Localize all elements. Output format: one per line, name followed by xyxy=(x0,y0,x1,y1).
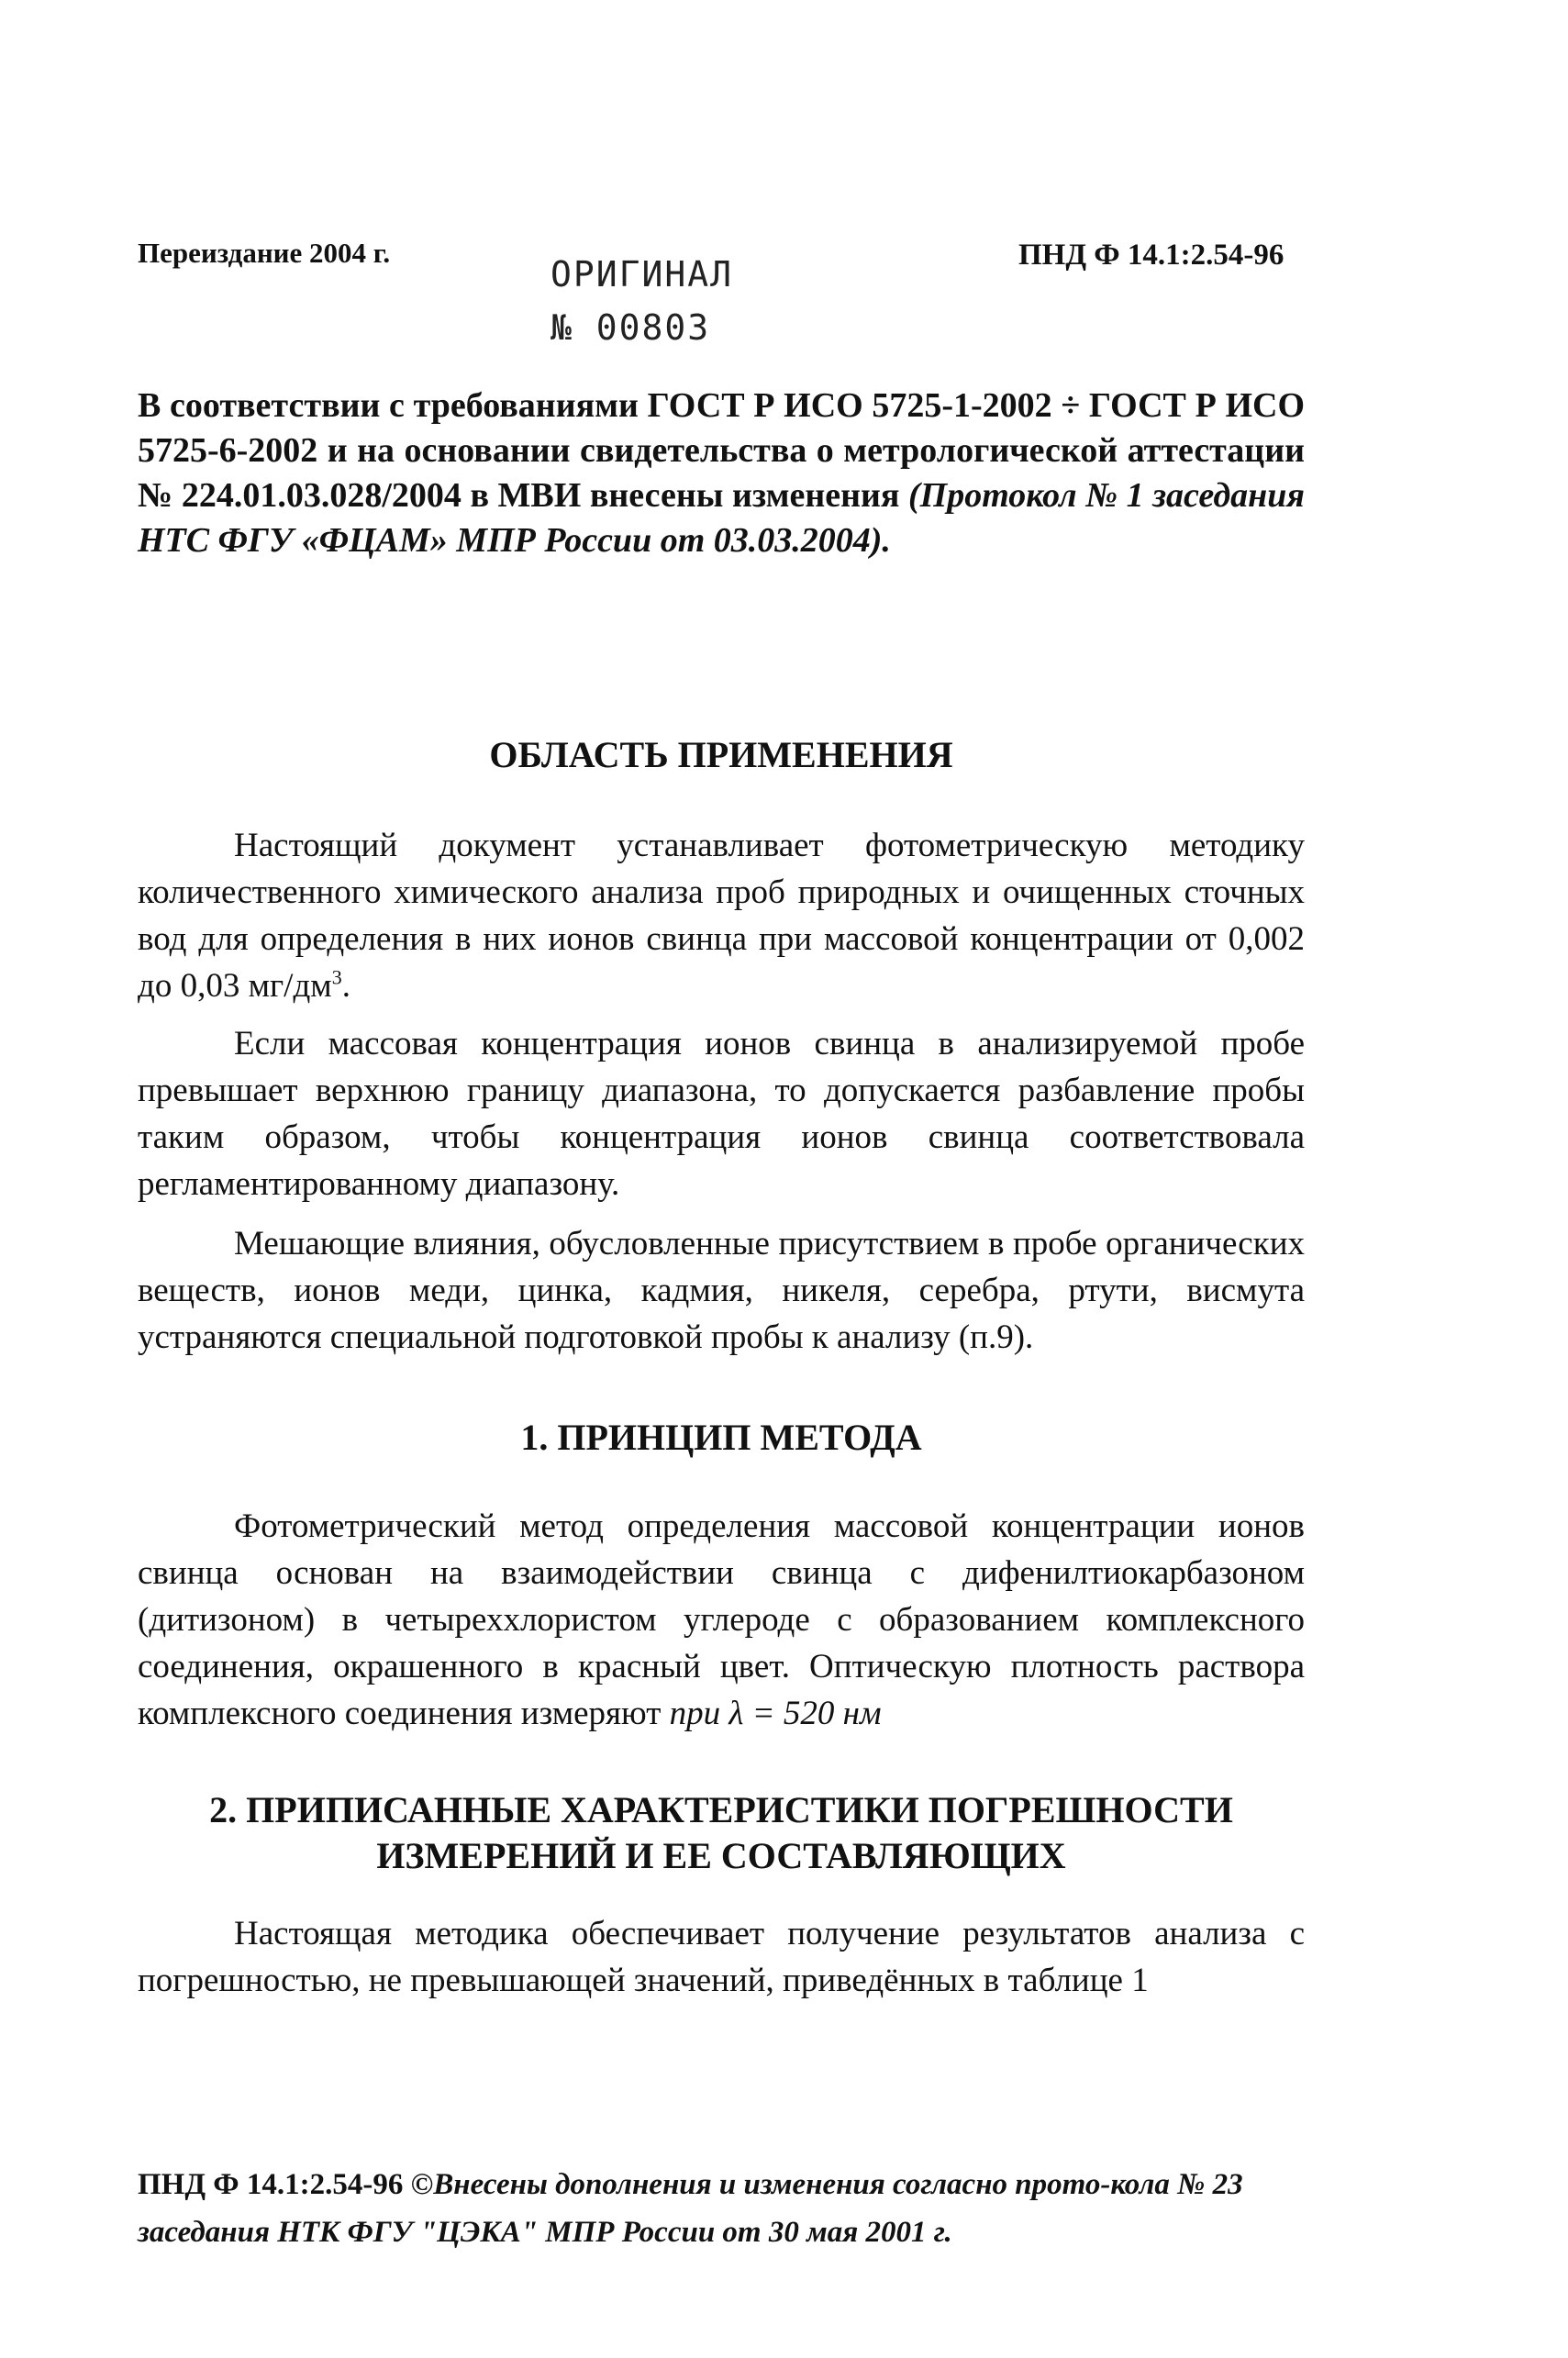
section-1-wavelength: при λ = 520 нм xyxy=(669,1695,882,1732)
scope-paragraph-2: Если массовая концентрация ионов свинца в анализируемой пробе превышает верхнюю границу диапазона, то допускается разбавление пробы таким образом, чтобы концентрация ионов свинца соответствовала регламентированному диапазону. xyxy=(138,1025,1305,1203)
stamp-number: № 00803 xyxy=(550,307,711,348)
section-1-paragraph xyxy=(138,1503,1305,1737)
scope-paragraph-1 xyxy=(138,822,1305,1009)
footer-doc-code: ПНД Ф 14.1:2.54-96 xyxy=(138,2168,411,2201)
scope-p1-superscript: 3 xyxy=(331,965,342,989)
original-stamp xyxy=(550,248,733,354)
reissue-label: Переиздание 2004 г. xyxy=(138,237,391,269)
footer-note xyxy=(138,2161,1305,2256)
stamp-title: ОРИГИНАЛ xyxy=(550,254,734,295)
document-code: ПНД Ф 14.1:2.54-96 xyxy=(1018,239,1284,272)
notice-protocol: (Протокол № 1 заседания НТС ФГУ «ФЦАМ» МПР России от 03.03.2004). xyxy=(138,476,1305,560)
scope-p1-end: . xyxy=(341,967,350,1005)
scope-paragraph-3: Мешающие влияния, обусловленные присутствием в пробе органических веществ, ионов меди, цинка, кадмия, никеля, серебра, ртути, висмута устраняются специальной подготовкой пробы к анализу (п.9). xyxy=(138,1225,1305,1356)
amendment-notice xyxy=(138,384,1305,563)
section-1-heading: 1. ПРИНЦИП МЕТОДА xyxy=(520,1417,922,1458)
section-2-heading xyxy=(138,1787,1305,1879)
section-2-heading-line-2: ИЗМЕРЕНИЙ И ЕЕ СОСТАВЛЯЮЩИХ xyxy=(376,1835,1066,1876)
section-2-heading-line-1: 2. ПРИПИСАННЫЕ ХАРАКТЕРИСТИКИ ПОГРЕШНОСТИ xyxy=(209,1789,1233,1830)
footer-amendment-text: Внесены дополнения и изменения согласно прото-кола № 23 заседания НТК ФГУ "ЦЭКА" МПР России от 30 мая 2001 г. xyxy=(138,2168,1243,2249)
scope-heading: ОБЛАСТЬ ПРИМЕНЕНИЯ xyxy=(489,734,953,775)
notice-text: В соответствии с требованиями ГОСТ Р ИСО 5725-1-2002 ÷ ГОСТ Р ИСО 5725-6-2002 и на основании свидетельства о метрологической аттестации № 224.01.03.028/2004 в МВИ внесены изменения xyxy=(138,386,1305,515)
section-2-paragraph: Настоящая методика обеспечивает получение результатов анализа с погрешностью, не превышающей значений, приведённых в таблице 1 xyxy=(138,1915,1305,1999)
scope-p1-text: Настоящий документ устанавливает фотометрическую методику количественного химического анализа проб природных и очищенных сточных вод для определения в них ионов свинца при массовой концентрации от 0,002 до 0,03 мг/дм xyxy=(138,827,1305,1005)
footer-mark: © xyxy=(410,2168,434,2201)
section-1-text: Фотометрический метод определения массовой концентрации ионов свинца основан на взаимодействии свинца с дифенилтиокарбазоном (дитизоном) в четыреххлористом углероде с образованием комплексного соединения, окрашенного в красный цвет. Оптическую плотность раствора комплексного соединения измеряют xyxy=(138,1507,1305,1732)
